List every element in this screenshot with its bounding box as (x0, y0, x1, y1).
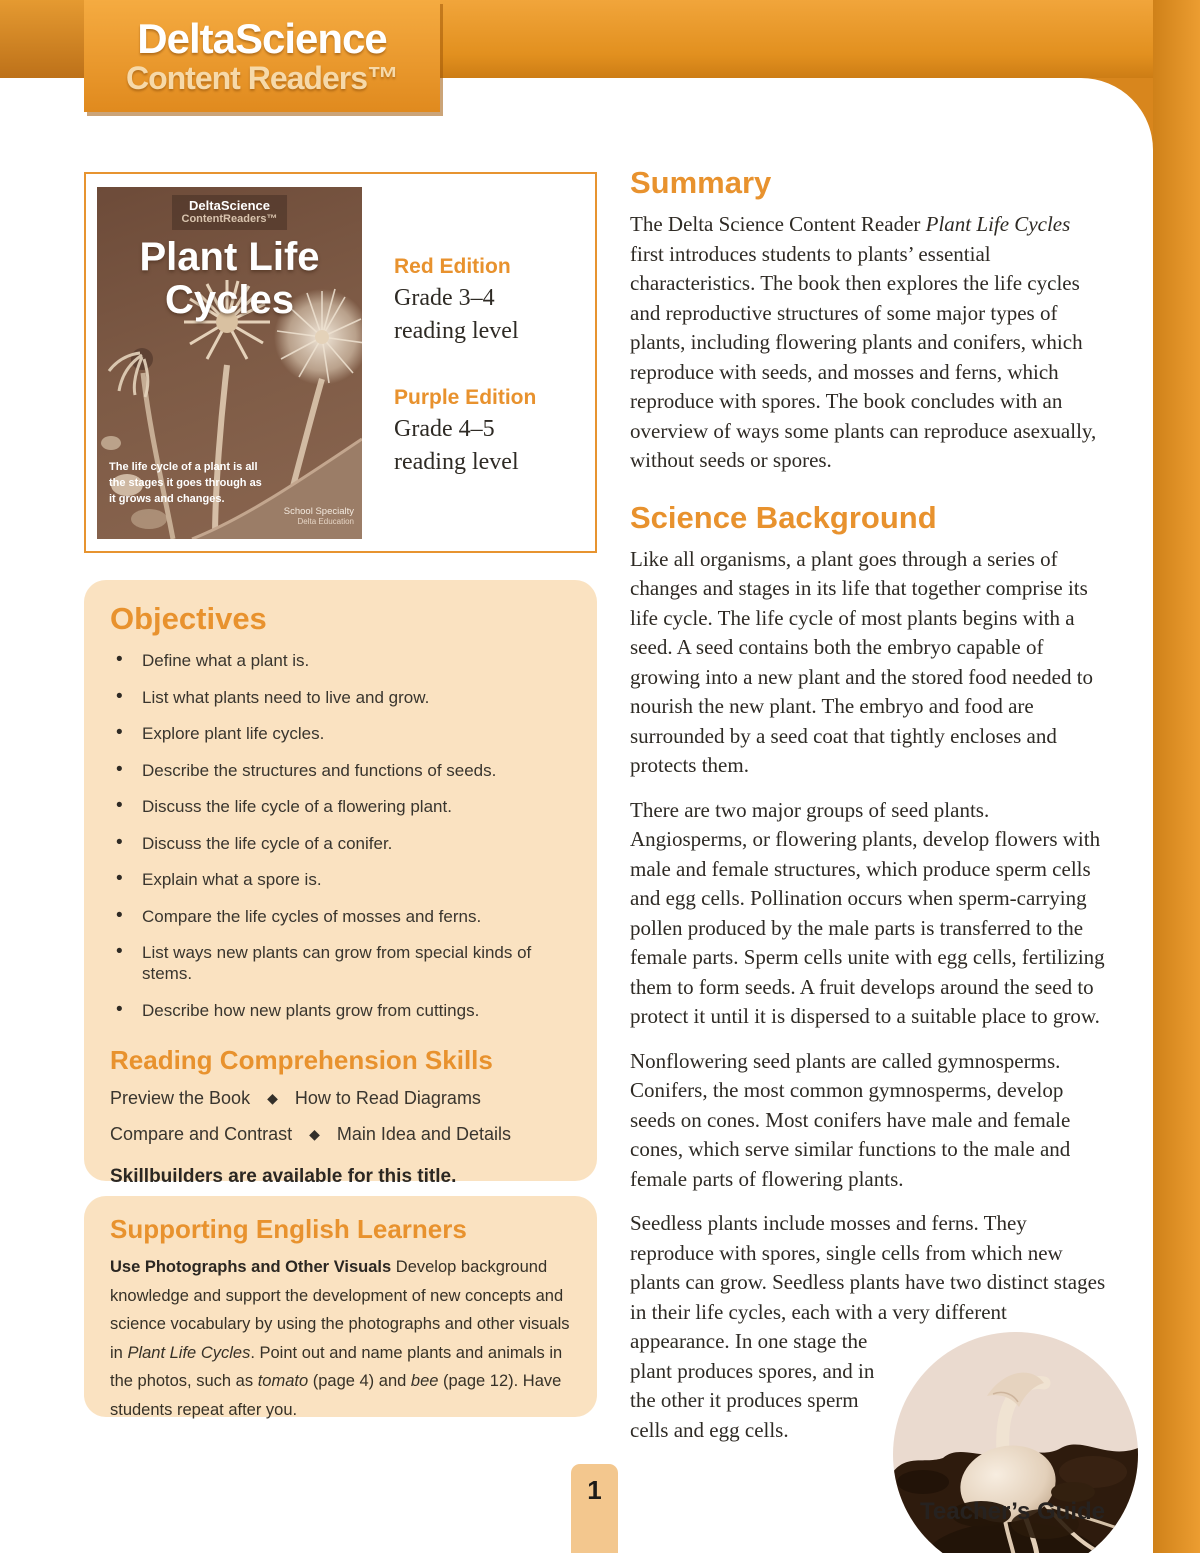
objective-item: • Explore plant life cycles. (110, 723, 575, 744)
objectives-list (110, 650, 575, 1021)
cover-brand-subtitle: ContentReaders™ (181, 213, 278, 225)
objective-item: • Discuss the life cycle of a conifer. (110, 833, 575, 854)
supporting-panel (84, 1196, 597, 1417)
skill-label: How to Read Diagrams (294, 1087, 481, 1108)
right-edge-band (1153, 0, 1200, 1553)
book-cover-image (97, 187, 362, 539)
cover-caption: The life cycle of a plant is all the stages it goes through as it grows and changes. (109, 461, 262, 505)
cover-publisher-logo: School Specialty Delta Education (283, 506, 354, 526)
cover-title: Plant Life Cycles (139, 235, 320, 322)
diamond-icon: ◆ (309, 1125, 320, 1142)
main-column (630, 166, 1106, 1553)
objectives-heading: Objectives (110, 601, 267, 636)
objective-item: • Define what a plant is. (110, 650, 575, 671)
page-number: 1 (587, 1475, 602, 1505)
objective-item: • List what plants need to live and grow. (110, 687, 575, 708)
science-background-paragraph-2: There are two major groups of seed plants. Angiosperms, or flowering plants, develop flowers with male and female structures, which produce sperm cells and egg cells. Pollination occurs when sperm-carrying pollen produced by the male parts is transferred to the female parts. Sperm cells unite with egg cells, fertilizing them to form seeds. A fruit develops around the seed to protect it until it is dispersed to a suitable place to grow. (630, 797, 1105, 1028)
objective-item: • Compare the life cycles of mosses and ferns. (110, 906, 575, 927)
cover-brand-block (172, 195, 288, 230)
brand-title: DeltaScience (137, 15, 387, 62)
reading-skills-row (110, 1087, 575, 1110)
top-left-dark-strip (0, 0, 84, 78)
brand-subtitle: Content Readers™ (125, 60, 399, 96)
science-background-paragraph-3: Nonflowering seed plants are called gymnosperms. Conifers, the most common gymnosperms, develop seeds on cones. Most conifers have male and female cones, which serve similar functions to the male and female parts of flowering plants. (630, 1048, 1071, 1191)
brand-logo (84, 0, 440, 112)
science-background-paragraph-4: Seedless plants include mosses and ferns. They reproduce with spores, single cells from which new plants can grow. Seedless plants have two distinct stages in their life cycles, each with a very different appearance. In one stage the plant produces spores, and in the other it produces sperm cells and egg cells. (630, 1209, 1106, 1445)
page-number-tab (571, 1464, 618, 1553)
cover-brand-title: DeltaScience (189, 198, 270, 213)
objective-item: • Discuss the life cycle of a flowering plant. (110, 796, 575, 817)
supporting-paragraph: Use Photographs and Other Visuals Develop background knowledge and support the development of new concepts and science vocabulary by using the photographs and other visuals in Plant Life Cycles. Point out and name plants and animals in the photos, such as tomato (page 4) and bee (page 12). Have students repeat after you. (110, 1258, 570, 1419)
science-background-heading: Science Background (630, 499, 937, 535)
summary-paragraph: The Delta Science Content Reader Plant Life Cycles first introduces students to plants’ essential characteristics. The book then explores the life cycles and reproductive structures of some major types of plants, including flowering plants and conifers, which reproduce with seeds, and mosses and ferns, which reproduce with spores. The book concludes with an overview of ways some plants can reproduce asexually, without seeds or spores. (630, 212, 1097, 472)
objective-item: • Explain what a spore is. (110, 869, 575, 890)
summary-heading: Summary (630, 165, 772, 200)
red-edition-grade: Grade 3–4 (394, 285, 495, 311)
reading-skills-row (110, 1123, 575, 1146)
skill-label: Main Idea and Details (336, 1123, 511, 1144)
science-background-paragraph-1: Like all organisms, a plant goes through a series of changes and stages in its life that together comprise its life cycle. The life cycle of most plants begins with a seed. A seed contains both the embryo capable of growing into a new plant and the stored food needed to nourish the new plant. The embryo and food are surrounded by a seed coat that tightly encloses and protects them. (630, 546, 1094, 777)
objective-item: • Describe how new plants grow from cuttings. (110, 1000, 575, 1021)
teachers-guide-label: Teacher’s Guide (920, 1498, 1105, 1525)
red-edition-label: Red Edition (394, 255, 511, 278)
skill-label: Compare and Contrast (110, 1123, 293, 1144)
objectives-panel (84, 580, 597, 1187)
skill-label: Preview the Book (110, 1087, 251, 1108)
skillbuilders-note: Skillbuilders are available for this title. (110, 1165, 457, 1187)
supporting-heading: Supporting English Learners (110, 1214, 467, 1244)
purple-edition-grade: Grade 4–5 (394, 416, 495, 442)
purple-edition-label: Purple Edition (394, 386, 537, 409)
reading-skills-heading: Reading Comprehension Skills (110, 1044, 493, 1075)
editions-block (362, 174, 536, 551)
objective-item: • Describe the structures and functions of seeds. (110, 760, 575, 781)
diamond-icon: ◆ (267, 1089, 278, 1106)
purple-edition-level: reading level (394, 449, 519, 475)
red-edition-level: reading level (394, 318, 519, 344)
objective-item: • List ways new plants can grow from special kinds of stems. (110, 942, 575, 984)
cover-panel (84, 172, 597, 553)
supporting-lead: Use Photographs and Other Visuals (110, 1258, 392, 1276)
